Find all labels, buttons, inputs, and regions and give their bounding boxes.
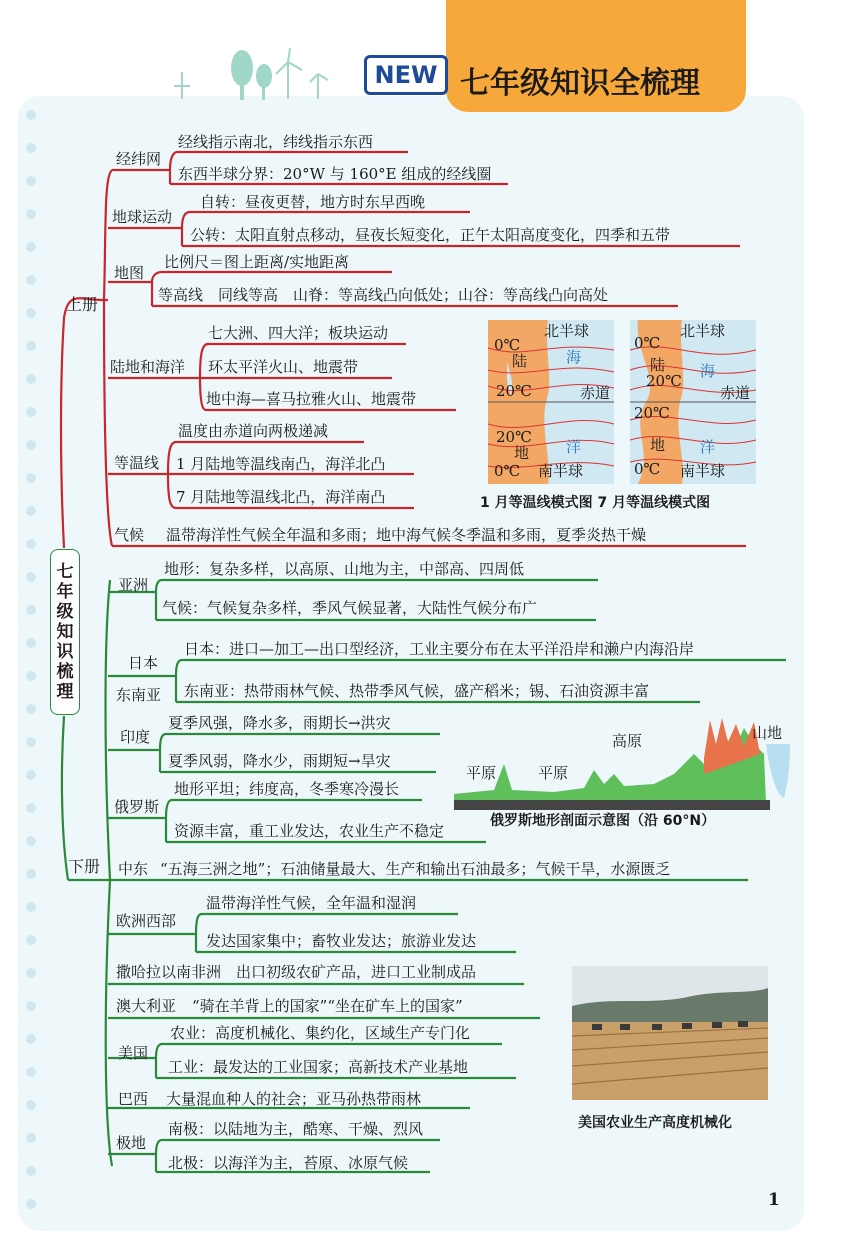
profile-label: 高原 [612, 732, 643, 750]
topic-heading: 撒哈拉以南非洲 [116, 963, 222, 981]
topic-item: 自转：昼夜更替，地方时东早西晚 [200, 193, 426, 211]
topic-item: 经线指示南北，纬线指示东西 [178, 133, 374, 151]
us-farm-photo [572, 966, 768, 1100]
map-label: 地 [514, 444, 530, 462]
topic-item: 夏季风强，降水多，雨期长→洪灾 [168, 714, 391, 732]
topic-heading: 美国 [118, 1044, 149, 1062]
topic-item: “骑在羊背上的国家”“坐在矿车上的国家” [192, 997, 463, 1015]
topic-item: 农业：高度机械化、集约化，区域生产专门化 [170, 1024, 471, 1042]
topic-item: 温带海洋性气候全年温和多雨；地中海气候冬季温和多雨，夏季炎热干燥 [166, 526, 647, 544]
map-label: 陆 [650, 356, 666, 374]
topic-item: 工业：最发达的工业国家；高新技术产业基地 [168, 1058, 469, 1076]
map-label: 20℃ [496, 428, 532, 446]
topic-item: 七大洲、四大洋；板块运动 [208, 324, 389, 342]
topic-heading: 欧洲西部 [116, 912, 177, 930]
map-label: 海 [566, 348, 582, 366]
topic-heading: 俄罗斯 [114, 798, 160, 816]
topic-item: 日本：进口—加工—出口型经济，工业主要分布在太平洋沿岸和濑户内海沿岸 [184, 640, 695, 658]
topic-heading: 陆地和海洋 [110, 358, 186, 376]
topic-heading: 经纬网 [116, 150, 162, 168]
profile-label: 山地 [752, 724, 783, 742]
side-char: 知 [56, 622, 74, 642]
topic-item: 1 月陆地等温线南凸，海洋北凸 [176, 455, 386, 473]
topic-item: 南极：以陆地为主，酷寒、干燥、烈风 [168, 1120, 424, 1138]
side-char: 理 [56, 682, 74, 702]
topic-item: 地中海—喜马拉雅火山、地震带 [206, 390, 417, 408]
topic-heading: 极地 [116, 1134, 147, 1152]
topic-item: 公转：太阳直射点移动，昼夜长短变化，正午太阳高度变化，四季和五带 [190, 226, 671, 244]
topic-heading: 等温线 [114, 454, 160, 472]
map-label: 洋 [700, 438, 716, 456]
topic-heading: 巴西 [118, 1090, 149, 1108]
lower-volume-label: 下册 [68, 857, 101, 876]
russia-profile-diagram [454, 714, 790, 810]
topic-item: 夏季风弱，降水少，雨期短→旱灾 [168, 752, 391, 770]
profile-label: 平原 [466, 764, 497, 782]
topic-item: 东西半球分界：20°W 与 160°E 组成的经线圈 [178, 165, 492, 183]
side-char: 梳 [56, 662, 74, 682]
new-badge: NEW [364, 55, 448, 95]
topic-item: 发达国家集中；畜牧业发达；旅游业发达 [206, 932, 477, 950]
topic-item: 气候：气候复杂多样，季风气候显著，大陆性气候分布广 [162, 599, 538, 617]
topic-heading: 印度 [120, 728, 151, 746]
topic-item: 环太平洋火山、地震带 [208, 358, 359, 376]
map-label: 赤道 [580, 384, 611, 402]
map-label: 洋 [566, 438, 582, 456]
topic-heading: 地图 [114, 264, 145, 282]
topic-heading: 中东 [118, 860, 149, 878]
topic-heading: 地球运动 [112, 208, 173, 226]
page-title: 七年级知识全梳理 [460, 66, 700, 101]
topic-heading: 澳大利亚 [116, 997, 177, 1015]
topic-item: 等高线 同线等高 山脊：等高线凸向低处；山谷：等高线凸向高处 [158, 286, 609, 304]
map-label: 0℃ [634, 334, 661, 352]
topic-item: 出口初级农矿产品，进口工业制成品 [236, 963, 477, 981]
topic-item: 北极：以海洋为主，苔原、冰原气候 [168, 1154, 409, 1172]
page-number: 1 [768, 1190, 780, 1210]
russia-profile-caption: 俄罗斯地形剖面示意图（沿 60°N） [490, 813, 716, 829]
topic-item: 地形：复杂多样，以高原、山地为主，中部高、四周低 [164, 560, 525, 578]
side-char: 识 [56, 642, 74, 662]
topic-item: 资源丰富，重工业发达，农业生产不稳定 [174, 822, 445, 840]
side-char: 级 [56, 602, 74, 622]
topic-item: “五海三洲之地”；石油储量最大、生产和输出石油最多；气候干旱，水源匮乏 [160, 860, 671, 878]
topic-item: 7 月陆地等温线北凸，海洋南凸 [176, 488, 386, 506]
map-label: 赤道 [720, 384, 751, 402]
side-char: 七 [56, 562, 74, 582]
map-label: 南半球 [680, 462, 726, 480]
map-label: 20℃ [496, 382, 532, 400]
side-char: 年 [56, 582, 74, 602]
map-label: 20℃ [634, 404, 670, 422]
topic-item: 地形平坦；纬度高，冬季寒冷漫长 [174, 780, 400, 798]
topic-heading: 东南亚 [116, 686, 162, 704]
map-label: 陆 [512, 352, 528, 370]
map-label: 0℃ [494, 462, 521, 480]
map-label: 20℃ [646, 372, 682, 390]
upper-volume-label: 上册 [66, 295, 99, 314]
map-label: 南半球 [538, 462, 584, 480]
topic-item: 东南亚：热带雨林气候、热带季风气候，盛产稻米；锡、石油资源丰富 [184, 682, 650, 700]
map-label: 地 [650, 436, 666, 454]
map-label: 0℃ [494, 336, 521, 354]
isotherm-caption: 1 月等温线模式图 7 月等温线模式图 [480, 495, 711, 511]
map-label: 0℃ [634, 460, 661, 478]
topic-item: 温带海洋性气候，全年温和湿润 [206, 894, 417, 912]
topic-heading: 日本 [128, 654, 159, 672]
us-photo-caption: 美国农业生产高度机械化 [578, 1115, 732, 1131]
topic-item: 比例尺＝图上距离/实地距离 [164, 253, 350, 271]
topic-item: 大量混血种人的社会；亚马孙热带雨林 [166, 1090, 422, 1108]
topic-heading: 气候 [114, 526, 145, 544]
side-title-badge [50, 549, 80, 715]
topic-item: 温度由赤道向两极递减 [178, 422, 329, 440]
map-label: 北半球 [680, 322, 726, 340]
map-label: 北半球 [544, 322, 590, 340]
topic-heading: 亚洲 [118, 576, 149, 594]
map-label: 海 [700, 362, 716, 380]
profile-label: 平原 [538, 764, 569, 782]
